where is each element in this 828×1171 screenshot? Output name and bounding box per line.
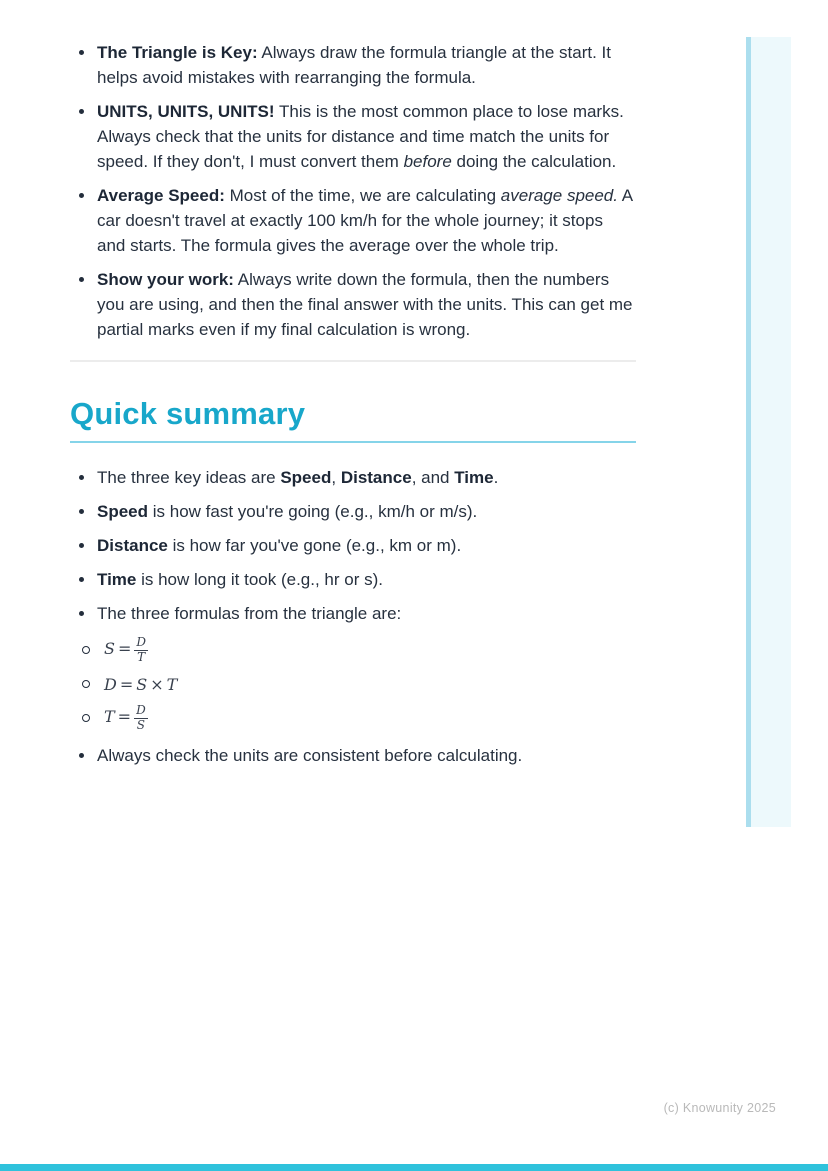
list-item-text <box>97 567 383 592</box>
text-run: Always write down the formula, then the numbers you are using, and then the final answer with the units. This can get me partial marks even if my final calculation is wrong. <box>97 270 633 339</box>
fraction-numerator: D <box>136 634 146 649</box>
formula-text <box>104 675 177 694</box>
footer-copyright: (c) Knowunity 2025 <box>663 1101 776 1115</box>
math-variable: T <box>166 674 178 694</box>
heading-underline <box>70 441 636 443</box>
text-run: , and <box>411 468 455 487</box>
text-run: average speed. <box>500 186 618 205</box>
formula-item <box>82 669 636 699</box>
list-item-text <box>97 99 636 174</box>
fraction-denominator: S <box>136 717 145 732</box>
section-divider <box>70 360 636 362</box>
text-run: Time <box>97 570 137 589</box>
bullet-dot-icon <box>79 277 84 282</box>
fraction-numerator: D <box>136 702 146 717</box>
text-run: is how long it took (e.g., hr or s). <box>136 570 383 589</box>
list-item <box>70 40 636 90</box>
page-bottom-bar <box>0 1164 828 1171</box>
list-item <box>70 533 636 558</box>
list-item-text <box>97 743 522 768</box>
bullet-circle-icon <box>82 680 90 688</box>
text-run: Most of the time, we are calculating <box>224 186 501 205</box>
list-item <box>70 99 636 174</box>
text-run: Distance <box>97 536 168 555</box>
text-run: UNITS, UNITS, UNITS! <box>97 102 275 121</box>
text-run: is how far you've gone (e.g., km or m). <box>167 536 462 555</box>
list-item-text <box>97 267 636 342</box>
bullet-dot-icon <box>79 109 84 114</box>
math-variable: T <box>104 706 115 726</box>
text-run: Always draw the formula triangle at the start. It helps avoid mistakes with rearranging the formula. <box>97 43 611 87</box>
list-item-text <box>97 601 401 626</box>
text-run: , <box>331 468 341 487</box>
list-item <box>70 183 636 258</box>
bullet-circle-icon <box>82 646 90 654</box>
text-run: Time <box>454 468 494 487</box>
bullet-dot-icon <box>79 577 84 582</box>
math-operator: × <box>150 674 164 694</box>
text-run: is how fast you're going (e.g., km/h or m/s). <box>148 502 478 521</box>
list-item <box>70 567 636 592</box>
text-run: This is the most common place to lose marks. Always check that the units for distance and time match the units for speed. If they don't, I must convert them <box>97 102 624 171</box>
formula-sublist <box>82 635 636 733</box>
text-run: The Triangle is Key: <box>97 43 258 62</box>
document-content <box>70 40 636 777</box>
bullet-dot-icon <box>79 50 84 55</box>
math-operator: = <box>119 674 134 694</box>
math-operator: = <box>117 706 132 726</box>
text-run: Speed <box>280 468 332 487</box>
fraction <box>134 636 148 665</box>
list-item-text <box>97 465 498 490</box>
summary-list <box>70 465 636 768</box>
list-item <box>70 499 636 524</box>
bullet-circle-icon <box>82 714 90 722</box>
fraction-denominator: T <box>137 649 146 664</box>
text-run: A car doesn't travel at exactly 100 km/h for the whole journey; it stops and starts. The formula gives the average over the whole trip. <box>97 186 633 255</box>
math-variable: S <box>136 674 148 694</box>
text-run: The three key ideas are <box>97 468 281 487</box>
list-item-text <box>97 183 636 258</box>
formula-item <box>82 703 636 733</box>
list-item <box>70 743 636 768</box>
bullet-dot-icon <box>79 543 84 548</box>
fraction <box>134 704 148 733</box>
text-run: Speed <box>97 502 149 521</box>
key-points-list <box>70 40 636 342</box>
bullet-dot-icon <box>79 509 84 514</box>
list-item <box>70 601 636 626</box>
text-run: doing the calculation. <box>451 152 617 171</box>
bullet-dot-icon <box>79 193 84 198</box>
text-run: . <box>493 468 499 487</box>
list-item <box>70 465 636 490</box>
text-run: Average Speed: <box>97 186 225 205</box>
list-item-text <box>97 40 636 90</box>
formula-text <box>104 636 148 665</box>
text-run: Show your work: <box>97 270 234 289</box>
bullet-dot-icon <box>79 753 84 758</box>
text-run: before <box>403 152 452 171</box>
text-run: The three formulas from the triangle are: <box>97 604 402 623</box>
list-item-text <box>97 533 461 558</box>
list-item <box>70 267 636 342</box>
math-operator: = <box>117 638 132 658</box>
bullet-dot-icon <box>79 611 84 616</box>
quick-summary-heading: Quick summary <box>70 396 306 431</box>
math-variable: D <box>104 674 117 694</box>
math-variable: S <box>104 638 115 658</box>
formula-item <box>82 635 636 665</box>
text-run: Always check the units are consistent before calculating. <box>97 746 523 765</box>
page-accent-strip <box>746 37 791 827</box>
formula-text <box>104 704 148 733</box>
bullet-dot-icon <box>79 475 84 480</box>
text-run: Distance <box>340 468 412 487</box>
list-item-text <box>97 499 477 524</box>
